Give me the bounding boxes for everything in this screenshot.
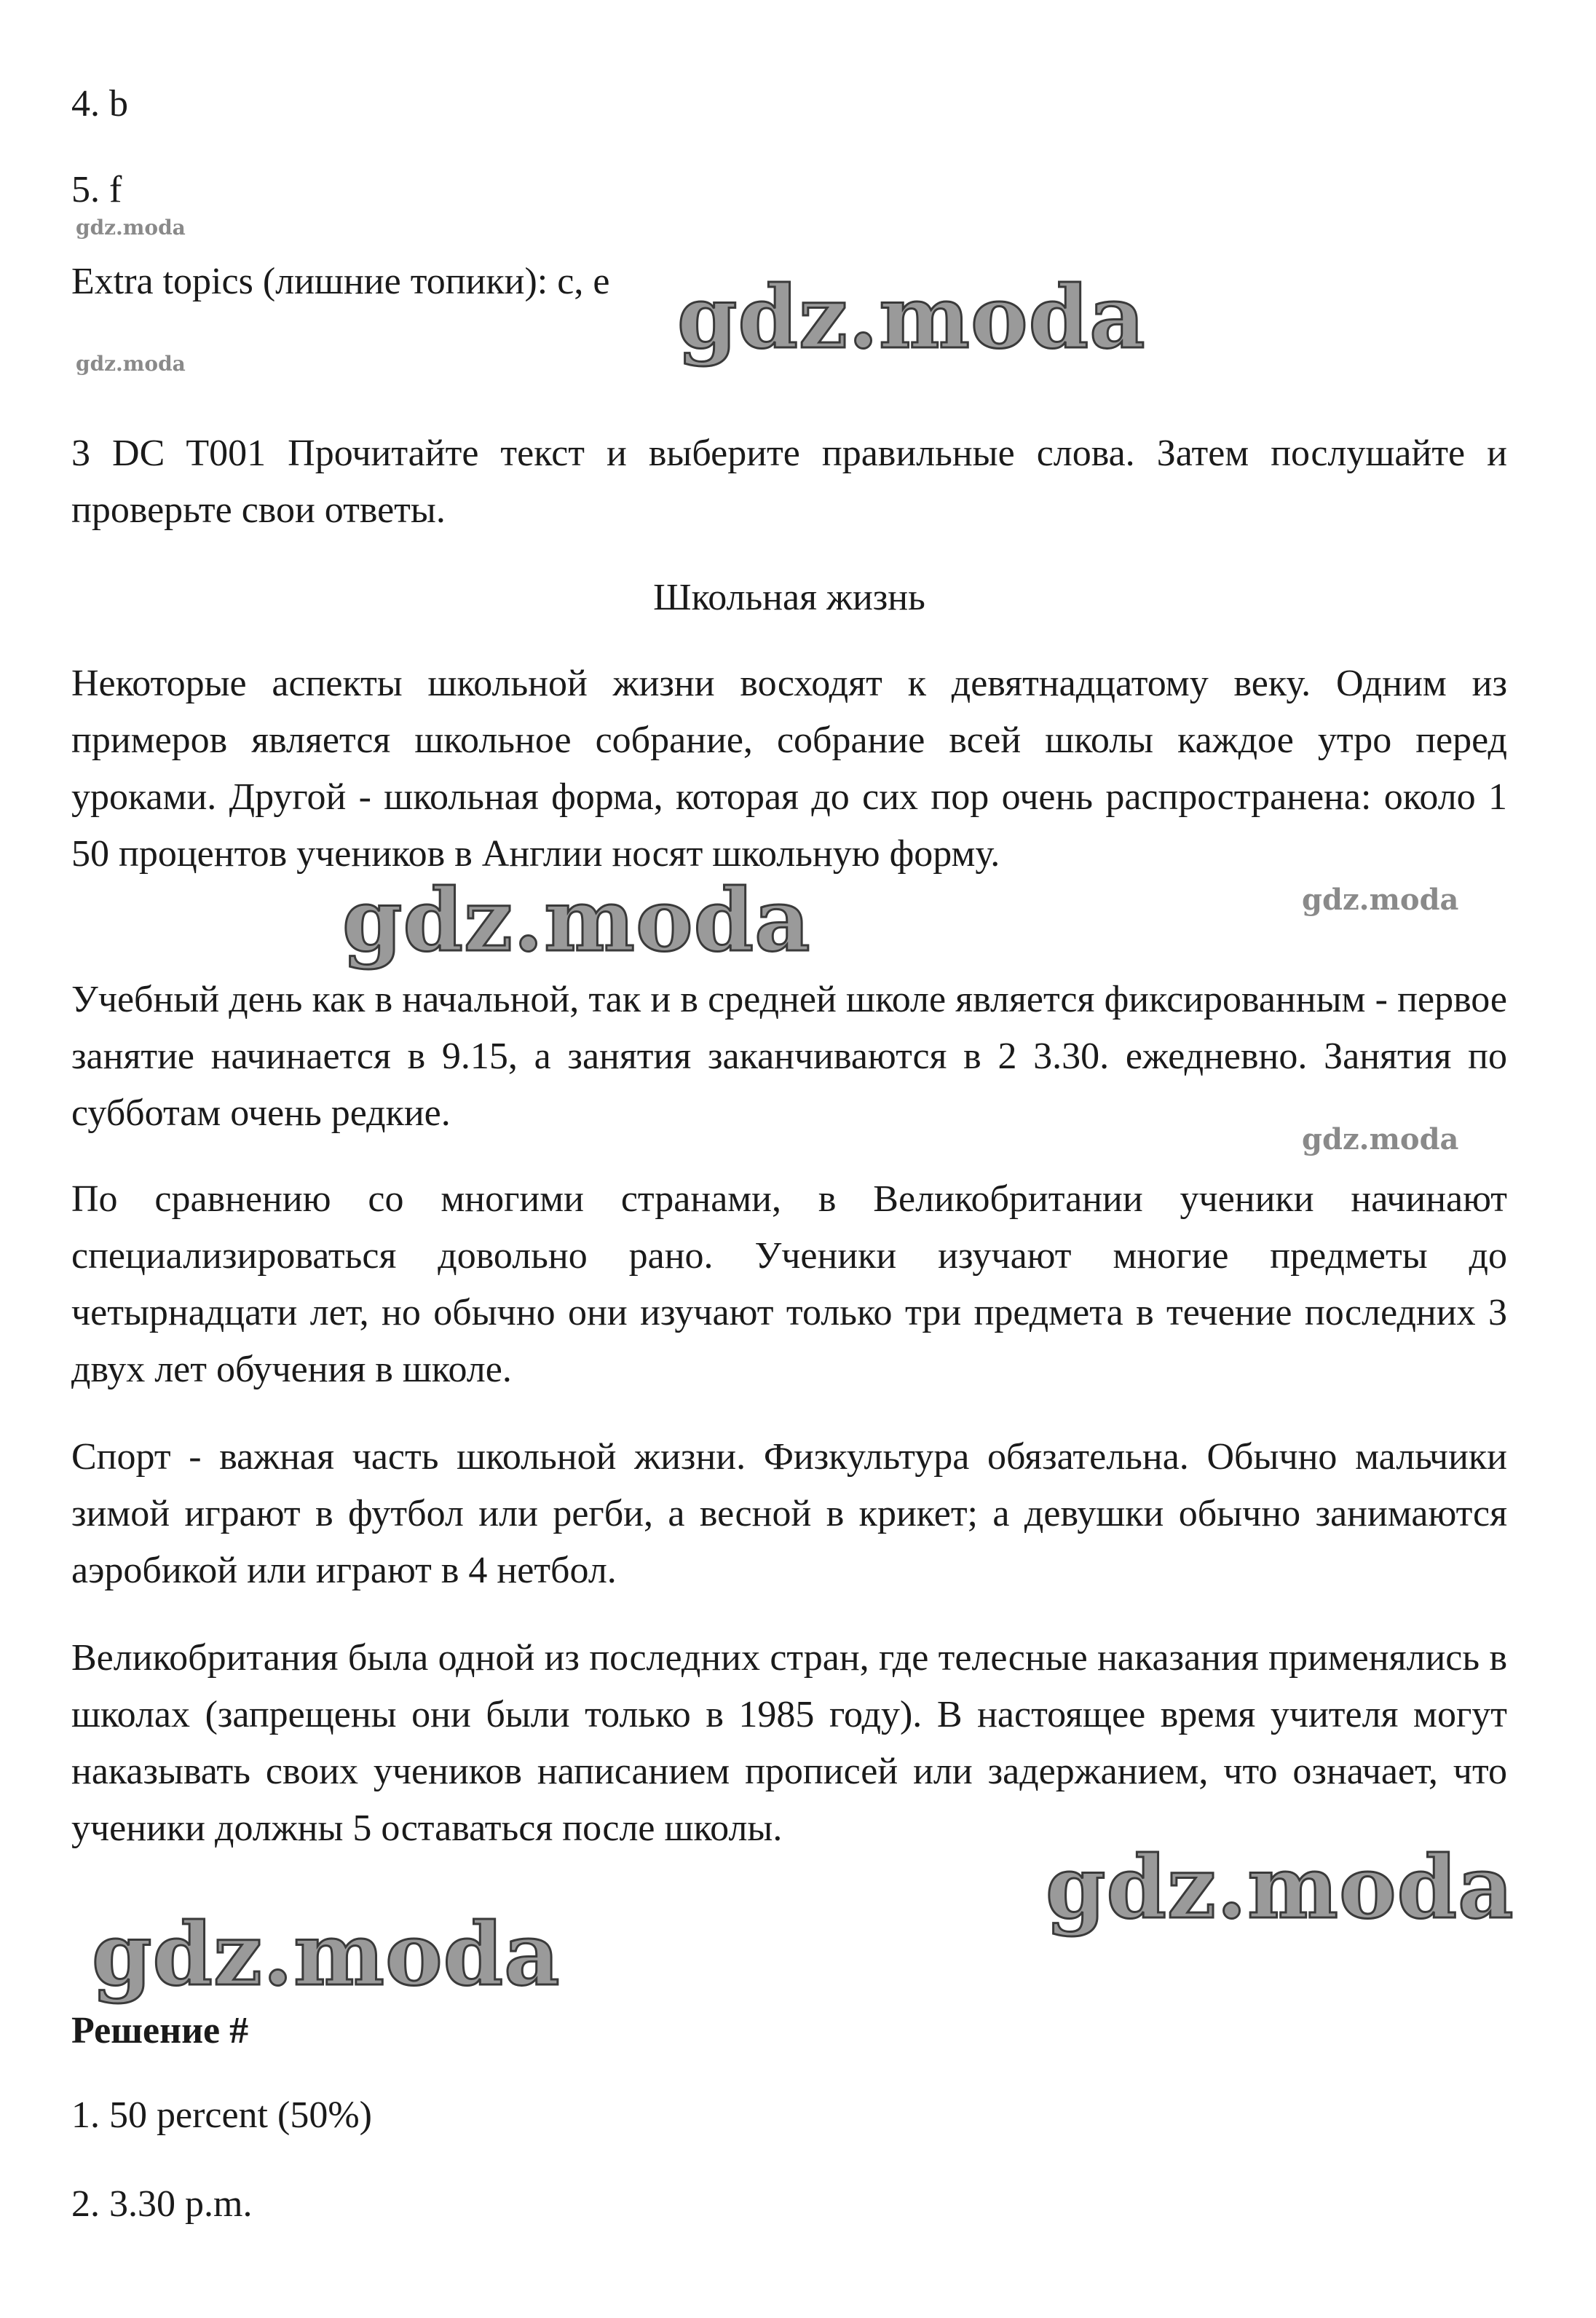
solution-answer-2: 2. 3.30 p.m. [71, 2183, 253, 2225]
answer-4: 4. b [71, 83, 128, 125]
watermark-small: gdz.moda [1302, 883, 1459, 917]
paragraph-5: Великобритания была одной из последних стран, где телесные наказания применялись в школах (запрещены они были только в 1985 году). В настоящее время учителя могут наказывать своих учеников написанием прописей или задержанием, что означает, что ученики должны 5 оставаться после школы. [71, 1637, 1507, 1849]
paragraph-2: Учебный день как в начальной, так и в средней школе является фиксированным - первое занятие начинается в 9.15, а занятия заканчиваются в 2 3.30. ежедневно. Занятия по субботам очень редкие. [71, 979, 1507, 1134]
task-instruction: 3 DC T001 Прочитайте текст и выберите правильные слова. Затем послушайте и проверьте свои ответы. [71, 433, 1507, 531]
watermark-small: gdz.moda [76, 352, 186, 376]
answer-5: 5. f [71, 169, 122, 210]
watermark-small: gdz.moda [76, 216, 186, 240]
watermark-big: gdz.moda [342, 870, 811, 971]
extra-topics: Extra topics (лишние топики): c, e [71, 261, 610, 302]
paragraph-4: Спорт - важная часть школьной жизни. Физкультура обязательна. Обычно мальчики зимой играют в футбол или регби, а весной в крикет; а девушки обычно занимаются аэробикой или играют в 4 нетбол. [71, 1436, 1507, 1591]
watermark-big: gdz.moda [677, 267, 1146, 368]
text-title: Школьная жизнь [653, 577, 925, 618]
watermark-big: gdz.moda [1046, 1837, 1514, 1938]
solution-answer-1: 1. 50 percent (50%) [71, 2094, 372, 2136]
watermark-small: gdz.moda [1302, 1122, 1459, 1156]
paragraph-3: По сравнению со многими странами, в Великобритании ученики начинают специализироваться довольно рано. Ученики изучают многие предметы до четырнадцати лет, но обычно они изучают только три предмета в течение последних 3 двух лет обучения в школе. [71, 1178, 1507, 1390]
paragraph-1: Некоторые аспекты школьной жизни восходят к девятнадцатому веку. Одним из примеров является школьное собрание, собрание всей школы каждое утро перед уроками. Другой - школьная форма, которая до сих пор очень распространена: около 1 50 процентов учеников в Англии носят школьную форму. [71, 663, 1507, 875]
solution-heading: Решение # [71, 2010, 249, 2051]
watermark-big: gdz.moda [92, 1904, 561, 2005]
